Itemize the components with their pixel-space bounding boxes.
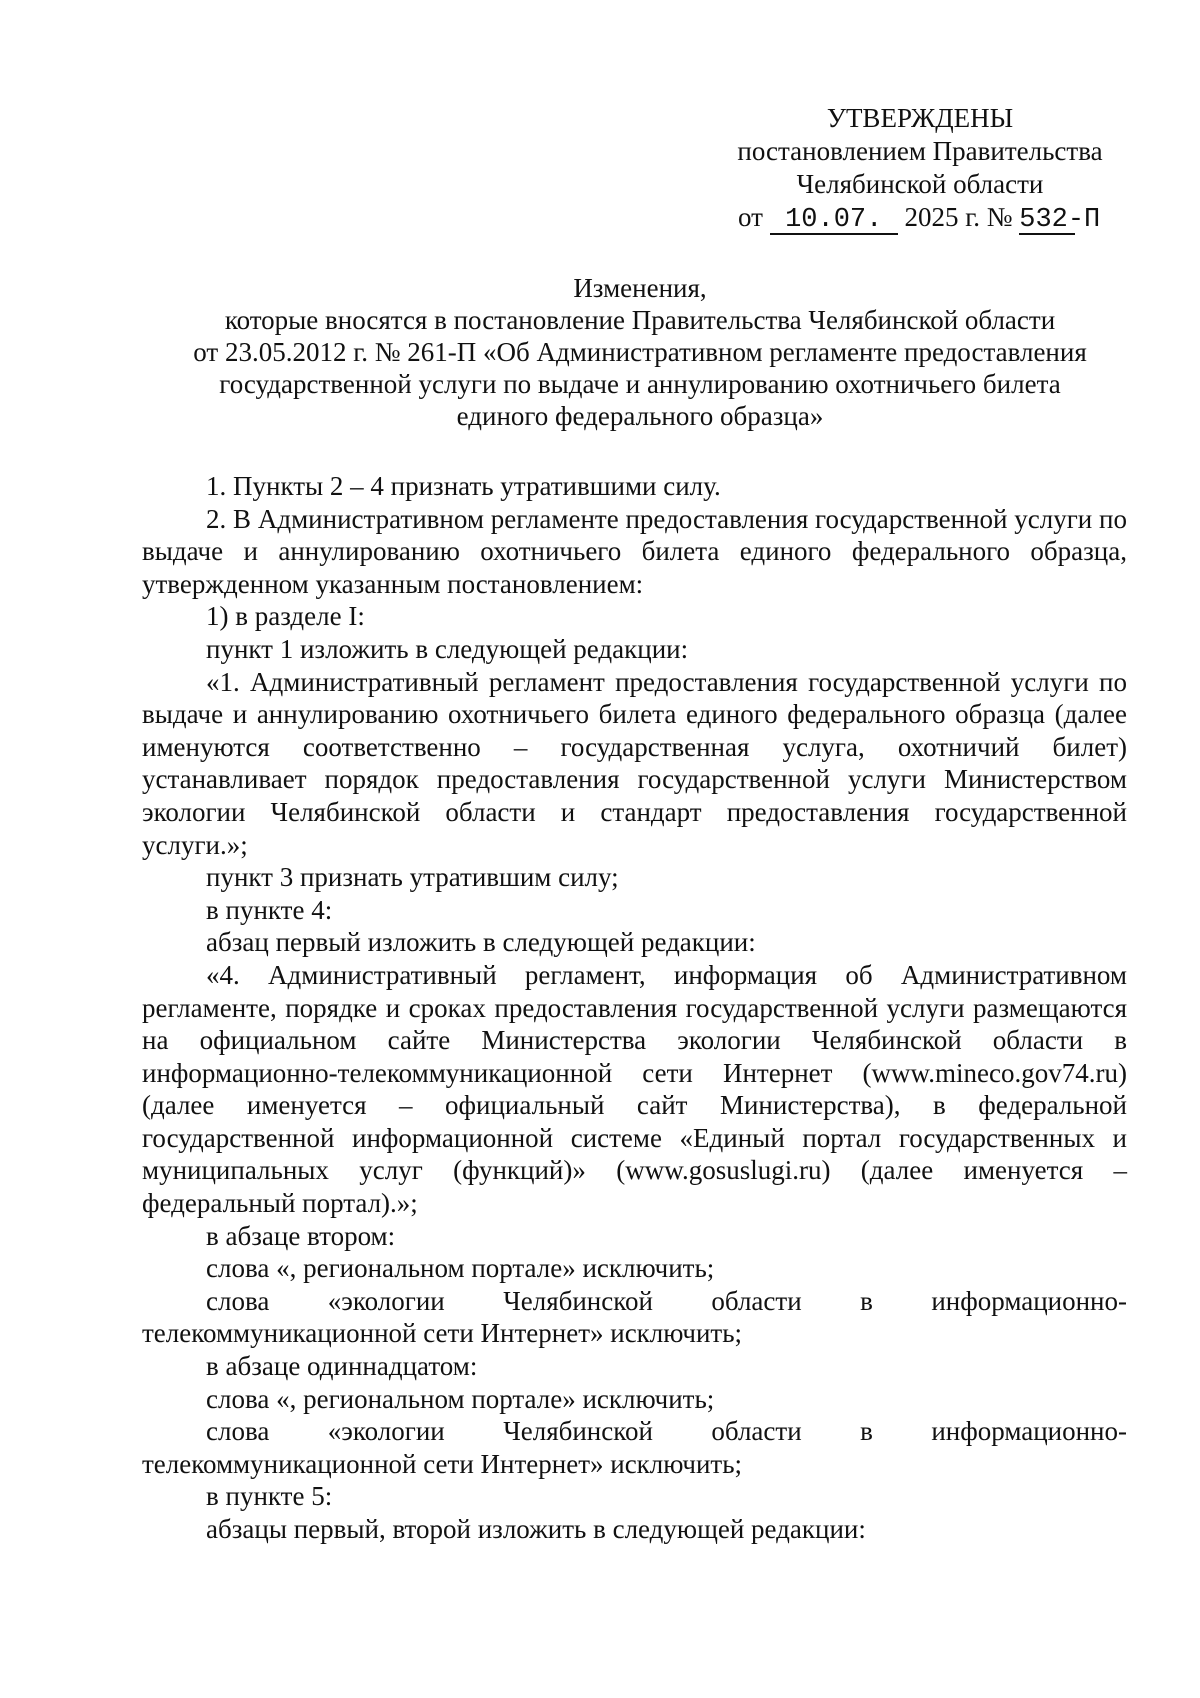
title-line: которые вносятся в постановление Правительства Челябинской области: [224, 305, 1056, 335]
approval-block: [720, 102, 1120, 235]
paragraph: 2. В Административном регламенте предоставления государственной услуги по выдаче и аннулированию охотничьего билета единого федерального образца, утвержденном указанным постановлением:: [142, 503, 1127, 599]
approval-heading: УТВЕРЖДЕНЫ: [826, 103, 1014, 133]
title-line: Изменения,: [573, 273, 707, 303]
paragraph: пункт 1 изложить в следующей редакции:: [206, 633, 689, 664]
paragraph: в абзаце одиннадцатом:: [206, 1351, 478, 1382]
document-title: [140, 272, 1140, 432]
paragraph: 1) в разделе I:: [206, 601, 365, 632]
paragraph: «4. Административный регламент, информация об Административном регламенте, порядке и сроках предоставления государственной услуги размещаются на официальном сайте Министерства экологии Челябинской области в информационно-телекоммуникационной сети Интернет (www.mineco.gov74.ru) (далее именуется – официальный сайт Министерства), в федеральной государственной информационной системе «Единый портал государственных и муниципальных услуг (функций)» (www.gosuslugi.ru) (далее именуется – федеральный портал).»;: [142, 959, 1127, 1219]
paragraph: абзацы первый, второй изложить в следующей редакции:: [206, 1514, 866, 1544]
approval-region: Челябинской области: [796, 169, 1044, 199]
paragraph: слова «, региональном портале» исключить;: [206, 1383, 715, 1414]
paragraph: в абзаце втором:: [206, 1220, 396, 1251]
date-prefix: от: [738, 202, 763, 232]
paragraph: в пункте 4:: [206, 894, 333, 925]
approval-date-line: [720, 201, 1120, 235]
paragraph: слова «, региональном портале» исключить;: [206, 1253, 715, 1284]
title-line: государственной услуги по выдаче и аннулированию охотничьего билета: [219, 369, 1061, 399]
paragraph: 1. Пункты 2 – 4 признать утратившими силу.: [206, 471, 721, 501]
paragraph: пункт 3 признать утратившим силу;: [206, 862, 619, 893]
approval-number: 532-П: [1019, 205, 1101, 235]
approval-date: 10.07.: [770, 207, 898, 235]
document-body: [142, 470, 1127, 1546]
paragraph: слова «экологии Челябинской области в информационно-телекоммуникационной сети Интернет» исключить;: [142, 1416, 1127, 1479]
paragraph: слова «экологии Челябинской области в информационно-телекоммуникационной сети Интернет» исключить;: [142, 1285, 1127, 1349]
year-and-number-label: 2025 г. №: [904, 202, 1013, 232]
approval-authority: постановлением Правительства: [737, 136, 1103, 166]
title-line: от 23.05.2012 г. № 261-П «Об Административном регламенте предоставления: [193, 337, 1087, 367]
title-line: единого федерального образца»: [456, 401, 824, 431]
paragraph: абзац первый изложить в следующей редакции:: [206, 927, 756, 958]
paragraph: «1. Административный регламент предоставления государственной услуги по выдаче и аннулированию охотничьего билета единого федерального образца (далее именуются соответственно – государственная услуга, охотничий билет) устанавливает порядок предоставления государственной услуги Министерством экологии Челябинской области и стандарт предоставления государственной услуги.»;: [142, 666, 1127, 860]
paragraph: в пункте 5:: [206, 1481, 333, 1512]
